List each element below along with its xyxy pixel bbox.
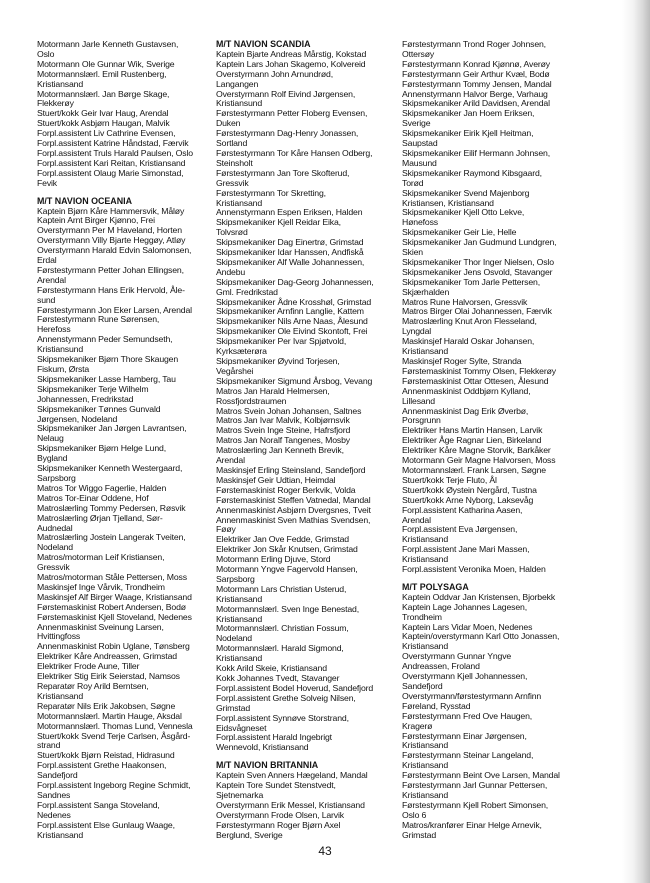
crew-entry-line: Skjærhalden: [402, 286, 450, 297]
crew-entry-line: Skipsmekaniker Alf Walle Johannessen,: [216, 256, 365, 267]
crew-entry-line: Kristiansand: [402, 789, 449, 800]
crew-entry-line: Forpl.assistent Else Gunlaug Waage,: [37, 819, 175, 830]
crew-entry-line: Kaptein Bjørn Kåre Hammersvik, Måløy: [37, 205, 185, 216]
crew-entry-line: Steinsholt: [216, 157, 253, 168]
crew-entry-line: Kokk Johannes Tvedt, Stavanger: [216, 673, 340, 683]
crew-entry-line: Motormannslærl. Frank Larsen, Søgne: [402, 464, 546, 475]
crew-entry-line: Sarpsborg: [216, 573, 255, 584]
crew-entry-line: Maskinsjef Inge Vårvik, Trondheim: [37, 581, 165, 592]
crew-entry-line: Maskinsjef Erling Steinsland, Sandefjord: [216, 464, 366, 475]
crew-entry-line: Kristiansen, Kristiansand: [402, 197, 494, 208]
crew-entry-line: Matros Birger Olai Johannessen, Færvik: [402, 306, 552, 317]
crew-entry-line: Matros Tor-Einar Oddene, Hof: [37, 492, 149, 503]
crew-entry-line: Kaptein Arnt Birger Kjønno, Frei: [37, 215, 155, 226]
crew-entry-line: Elektriker Jan Ove Fedde, Grimstad: [216, 534, 349, 545]
crew-entry-line: Sandefjord: [37, 770, 78, 781]
crew-entry-line: Førstestyrmann Konrad Kjønnø, Averøy: [402, 58, 550, 69]
crew-entry-line: Matros Rune Halvorsen, Gressvik: [402, 296, 528, 307]
crew-entry-line: Forpl.assistent Eva Jørgensen,: [402, 524, 518, 535]
crew-entry-line: Annenstyrmann Halvor Berge, Varhaug: [402, 88, 548, 99]
crew-entry-line: Skipsmekaniker Jan Hoem Eriksen,: [402, 108, 535, 119]
crew-entry-line: Skipsmekaniker Kenneth Westergaard,: [37, 463, 183, 474]
crew-entry-line: Matros/motorman Leif Kristiansen,: [37, 552, 165, 563]
crew-entry-line: Annenmaskinist Asbjørn Dvergsnes, Tveit: [216, 504, 371, 515]
crew-entry-line: Skipsmekaniker Idar Hanssen, Andfiskå: [216, 247, 364, 258]
crew-entry-line: Reparatør Nils Erik Jakobsen, Søgne: [37, 700, 176, 711]
crew-entry-line: Motormannslærl. Jan Børge Skage,: [37, 88, 170, 99]
crew-entry-line: Lillesand: [402, 395, 435, 406]
crew-entry-line: Audnedal: [37, 522, 73, 533]
crew-entry-line: Skien: [402, 247, 423, 258]
crew-entry-line: Motormannslærl. Harald Sigmond,: [216, 643, 344, 654]
crew-entry-line: Skipsmekaniker Terje Wilhelm: [37, 383, 149, 394]
crew-entry-line: Kristiansand: [216, 197, 263, 208]
crew-list-column-1: [37, 40, 225, 841]
crew-entry-line: Matroslærling Tommy Pedersen, Røsvik: [37, 502, 186, 513]
crew-entry-line: Kaptein Lage Johannes Lagesen,: [402, 601, 527, 612]
crew-entry-line: Kristiansand: [37, 78, 84, 89]
crew-entry-line: Elektriker Hans Martin Hansen, Larvik: [402, 425, 543, 436]
crew-entry-line: Stuert/kokk Terje Fluto, Ål: [402, 474, 497, 485]
crew-entry-line: Andebu: [216, 266, 246, 277]
crew-entry-line: Kristiansund: [216, 98, 263, 109]
crew-entry-line: Forpl.assistent Liv Cathrine Evensen,: [37, 128, 176, 139]
crew-entry-line: Annenmaskinist Oddbjørn Kylland,: [402, 385, 531, 396]
crew-entry-line: Førstestyrmann Fred Ove Haugen,: [402, 710, 533, 721]
crew-entry-line: Stuert/kokk Arne Nyborg, Laksevåg: [402, 494, 534, 505]
crew-entry-line: Nelaug: [37, 433, 64, 444]
crew-entry-line: Skipsmekaniker Jens Osvold, Stavanger: [402, 266, 553, 277]
crew-entry-line: Sandnes: [37, 789, 71, 800]
crew-entry-line: Skipsmekaniker Ådne Krosshøl, Grimstad: [216, 296, 372, 307]
crew-entry-line: Matros Jan Ivar Malvik, Kolbjørnsvik: [216, 415, 350, 426]
crew-entry-line: Forpl.assistent Jane Mari Massen,: [402, 544, 530, 555]
crew-entry-line: Elektriker Kåre Magne Storvik, Barkåker: [402, 445, 551, 456]
crew-entry-line: Stuert/kokk Asbjørn Haugan, Malvik: [37, 118, 170, 129]
crew-entry-line: Motormann Geir Magne Halvorsen, Moss: [402, 455, 556, 466]
crew-entry-line: Jørgensen, Nodeland: [37, 413, 118, 424]
crew-entry-line: Overstyrmann Per M Haveland, Horten: [37, 225, 182, 236]
crew-entry-line: Annenmaskinist Sveinung Larsen,: [37, 621, 164, 632]
crew-entry-line: Arendal: [216, 455, 245, 466]
crew-entry-line: Kristiansand: [216, 653, 263, 664]
crew-entry-line: Forpl.assistent Ingeborg Regine Schmidt,: [37, 780, 191, 791]
crew-entry-line: Førstestyrmann Beint Ove Larsen, Mandal: [402, 770, 560, 781]
crew-entry-line: sund: [37, 294, 56, 305]
crew-entry-line: Kaptein Sven Anners Hægeland, Mandal: [216, 770, 368, 781]
crew-entry-line: Forpl.assistent Synnøve Storstrand,: [216, 712, 349, 723]
crew-entry-line: Kristiansand: [402, 534, 449, 545]
crew-entry-line: Forpl.assistent Grethe Haakonsen,: [37, 760, 167, 771]
crew-entry-line: Kristiansand: [402, 740, 449, 751]
crew-entry-line: Andreassen, Froland: [402, 661, 480, 672]
crew-entry-line: Matroslærling Ørjan Tjelland, Sør-: [37, 512, 163, 523]
crew-entry-line: Eidsvågneset: [216, 722, 267, 733]
crew-entry-line: Skipsmekaniker Dag-Georg Johannessen,: [216, 276, 374, 287]
crew-entry-line: Skipsmekaniker Bjørn Thore Skaugen: [37, 354, 179, 365]
crew-entry-line: Førstestyrmann Kjell Robert Simonsen,: [402, 799, 549, 810]
crew-entry-line: Stuert/kokk Øystein Nergård, Tustna: [402, 484, 537, 495]
crew-entry-line: Elektriker Frode Aune, Tiller: [37, 661, 140, 672]
crew-entry-line: Flekkerøy: [37, 98, 74, 109]
crew-entry-line: Kaptein Lars Vidar Moen, Nedenes: [402, 621, 533, 632]
crew-entry-line: Forpl.assistent Grethe Solveig Nilsen,: [216, 692, 356, 703]
crew-entry-line: Oslo: [37, 48, 55, 59]
crew-entry-line: Førstestyrmann Roger Bjørn Axel: [216, 819, 341, 830]
crew-entry-line: Maskinsjef Harald Oskar Johansen,: [402, 336, 535, 347]
crew-entry-line: Overstyrmann Rolf Eivind Jørgensen,: [216, 88, 356, 99]
crew-entry-line: Rossfjordstraumen: [216, 395, 287, 406]
crew-entry-line: Førstemaskinist Robert Andersen, Bodø: [37, 601, 186, 612]
ship-heading: M/T NAVION SCANDIA: [216, 39, 311, 49]
crew-entry-line: Overstyrmann Gunnar Yngve: [402, 651, 512, 662]
crew-entry-line: Føreland, Rysstad: [402, 700, 471, 711]
crew-entry-line: Elektriker Jon Skår Knutsen, Grimstad: [216, 544, 358, 555]
crew-entry-line: Overstyrmann Frode Olsen, Larvik: [216, 809, 344, 820]
crew-entry-line: Matros Jan Harald Helmersen,: [216, 385, 330, 396]
crew-entry-line: Sandefjord: [402, 681, 443, 691]
crew-entry-line: Kristiansund: [37, 344, 84, 355]
crew-entry-line: Annenmaskinist Robin Uglane, Tønsberg: [37, 641, 190, 652]
crew-entry-line: Kaptein Lars Johan Skagemo, Kolvereid: [216, 58, 366, 69]
crew-entry-line: Skipsmekaniker Kjell Otto Lekve,: [402, 207, 525, 218]
crew-entry-line: Matroslærling Knut Aron Flesseland,: [402, 316, 537, 327]
crew-entry-line: Skipsmekaniker Geir Lie, Helle: [402, 227, 517, 238]
crew-entry-line: Skipsmekaniker Sigmund Årsbog, Vevang: [216, 375, 373, 386]
crew-entry-line: Motormann Erling Djuve, Stord: [216, 554, 331, 565]
crew-entry-line: Nedenes: [37, 809, 71, 820]
crew-entry-line: Kristiansand: [402, 346, 449, 357]
crew-entry-line: Stuert/kokk Geir Ivar Haug, Arendal: [37, 108, 169, 119]
crew-entry-line: Kyrksæterøra: [216, 346, 267, 357]
crew-entry-line: Sverige: [402, 118, 431, 129]
crew-entry-line: Førstestyrmann Jon Eker Larsen, Arendal: [37, 304, 192, 315]
crew-entry-line: Forpl.assistent Veronika Moen, Halden: [402, 564, 546, 575]
crew-entry-line: Kristiansand: [216, 613, 263, 624]
crew-entry-line: Skipsmekaniker Nils Arne Naas, Ålesund: [216, 316, 368, 327]
crew-entry-line: Motormannslærl. Sven Inge Benestad,: [216, 603, 359, 614]
crew-entry-line: Skipsmekaniker Ole Eivind Skontoft, Frei: [216, 326, 368, 337]
crew-entry-line: Forpl.assistent Sanga Stoveland,: [37, 799, 160, 810]
crew-entry-line: Førstestyrmann Jan Tore Skofterud,: [216, 167, 350, 178]
crew-entry-line: Overstyrmann John Arnundrød,: [216, 68, 333, 79]
crew-entry-line: Skipsmekaniker Tønnes Gunvald: [37, 403, 161, 414]
crew-entry-line: Reparatør Roy Arild Berntsen,: [37, 681, 149, 691]
crew-entry-line: Overstyrmann Kjell Johannessen,: [402, 671, 528, 682]
crew-entry-line: Annenmaskinist Sven Mathias Svendsen,: [216, 514, 371, 525]
crew-entry-line: Elektriker Åge Ragnar Lien, Birkeland: [402, 435, 542, 446]
crew-entry-line: Kristiansand: [402, 641, 449, 652]
crew-entry-line: Førstemaskinist Ottar Ottesen, Ålesund: [402, 375, 549, 386]
crew-entry-line: Førstestyrmann Jarl Gunnar Pettersen,: [402, 780, 548, 791]
crew-entry-line: Duken: [216, 118, 241, 129]
crew-entry-line: Arendal: [37, 274, 66, 285]
crew-entry-line: Oslo 6: [402, 809, 427, 820]
crew-entry-line: Overstyrmann Harald Edvin Salomonsen,: [37, 245, 192, 256]
crew-entry-line: Førstestyrmann Tor Kåre Hansen Odberg,: [216, 147, 373, 158]
crew-entry-line: Fevik: [37, 177, 58, 188]
crew-entry-line: Overstyrmann/førstestyrmann Arnfinn: [402, 690, 542, 701]
crew-entry-line: Motormann Jarle Kenneth Gustavsen,: [37, 39, 179, 49]
crew-list-column-3: [402, 40, 602, 841]
crew-entry-line: Skipsmekaniker Tom Jarle Pettersen,: [402, 276, 540, 287]
crew-entry-line: Tolvsrød: [216, 227, 248, 238]
crew-entry-line: Føøy: [216, 524, 236, 535]
crew-entry-line: Motormann Lars Christian Usterud,: [216, 583, 347, 594]
crew-entry-line: Porsgrunn: [402, 415, 441, 426]
crew-entry-line: Forpl.assistent Katrine Håndstad, Færvik: [37, 138, 189, 149]
crew-entry-line: Mausund: [402, 157, 437, 168]
crew-entry-line: Skipsmekaniker Svend Majenborg: [402, 187, 530, 198]
crew-entry-line: strand: [37, 740, 61, 751]
crew-entry-line: Førstestyrmann Petter Johan Ellingsen,: [37, 264, 184, 275]
crew-entry-line: Forpl.assistent Katharina Aasen,: [402, 504, 523, 515]
crew-entry-line: Ottersøy: [402, 48, 435, 59]
crew-entry-line: Annenstyrmann Espen Eriksen, Halden: [216, 207, 363, 218]
crew-entry-line: Grimstad: [216, 702, 251, 713]
crew-entry-line: Skipsmekaniker Kjell Reidar Eika,: [216, 217, 341, 228]
crew-entry-line: Skipsmekaniker Dag Einertrø, Grimstad: [216, 237, 364, 248]
crew-entry-line: Motormann Yngve Fagervold Hansen,: [216, 564, 358, 575]
crew-list-column-2: [216, 40, 404, 841]
crew-entry-line: Torød: [402, 177, 424, 188]
crew-entry-line: Førstemaskinist Kjell Stoveland, Nedenes: [37, 611, 192, 622]
crew-entry-line: Gml. Fredrikstad: [216, 286, 278, 297]
crew-entry-line: Kaptein Bjarte Andreas Mårstig, Kokstad: [216, 48, 367, 59]
page-edge-shadow: [622, 0, 650, 883]
crew-entry-line: Skipsmekaniker Eilif Hermann Johnsen,: [402, 147, 550, 158]
crew-entry-line: Nodeland: [216, 633, 252, 644]
crew-entry-line: Hvittingfoss: [37, 631, 81, 642]
crew-entry-line: Nodeland: [37, 542, 73, 553]
crew-entry-line: Maskinsjef Alf Birger Waage, Kristiansand: [37, 591, 192, 602]
crew-entry-line: Førstestyrmann Dag-Henry Jonassen,: [216, 128, 359, 139]
crew-entry-line: Grimstad: [402, 829, 437, 840]
crew-entry-line: Kristiansand: [402, 554, 449, 565]
crew-entry-line: Forpl.assistent Olaug Marie Simonstad,: [37, 167, 184, 178]
crew-entry-line: Matros Svein Johan Johansen, Saltnes: [216, 405, 362, 416]
crew-entry-line: Overstyrmann Erik Messel, Kristiansand: [216, 799, 365, 810]
ship-heading: M/T NAVION OCEANIA: [37, 195, 132, 206]
crew-entry-line: Skipsmekaniker Thor Inger Nielsen, Oslo: [402, 256, 554, 267]
crew-entry-line: Langangen: [216, 78, 259, 89]
crew-entry-line: Skipsmekaniker Eirik Kjell Heitman,: [402, 128, 534, 139]
crew-entry-line: Johannessen, Fredrikstad: [37, 393, 134, 404]
crew-entry-line: Elektriker Kåre Andreassen, Grimstad: [37, 651, 177, 662]
crew-entry-line: Motormannslærl. Christian Fossum,: [216, 623, 349, 634]
crew-entry-line: Fiskum, Ørsta: [37, 364, 90, 374]
crew-entry-line: Matroslærling Jostein Langerak Tveiten,: [37, 532, 186, 543]
ship-heading: M/T POLYSAGA: [402, 581, 469, 592]
page-number: 43: [318, 844, 332, 858]
crew-entry-line: Kristiansand: [37, 690, 84, 701]
crew-entry-line: Annenstyrmann Peder Semundseth,: [37, 334, 173, 345]
crew-entry-line: Førstemaskinist Steffen Vatnedal, Mandal: [216, 494, 371, 505]
crew-entry-line: Sarpsborg: [37, 472, 76, 483]
crew-entry-line: Skipsmekaniker Øyvind Torjesen,: [216, 356, 340, 366]
crew-entry-line: Førstemaskinist Roger Berkvik, Volda: [216, 484, 356, 495]
crew-entry-line: Skipsmekaniker Arild Davidsen, Arendal: [402, 98, 550, 109]
crew-entry-line: Sjetnemarka: [216, 789, 264, 800]
crew-entry-line: Forpl.assistent Kari Reitan, Kristiansand: [37, 157, 186, 168]
crew-entry-line: Overstyrmann Villy Bjarte Heggøy, Atløy: [37, 235, 186, 246]
crew-entry-line: Stuert/kokk Bjørn Reistad, Hidrasund: [37, 750, 175, 761]
crew-entry-line: Skipsmekaniker Raymond Kibsgaard,: [402, 167, 542, 178]
crew-entry-line: Wennevold, Kristiansand: [216, 742, 309, 753]
crew-entry-line: Kokk Arild Skeie, Kristiansand: [216, 663, 327, 674]
crew-entry-line: Matros Svein Inge Steine, Hafrsfjord: [216, 425, 351, 436]
crew-entry-line: Skipsmekaniker Arnfinn Langlie, Kattem: [216, 306, 364, 317]
crew-entry-line: Skipsmekaniker Jan Jørgen Lavrantsen,: [37, 423, 187, 434]
crew-entry-line: Førstemaskinist Tommy Olsen, Flekkerøy: [402, 365, 556, 376]
crew-entry-line: Skipsmekaniker Lasse Hamberg, Tau: [37, 373, 176, 384]
crew-entry-line: Matros Tor Wiggo Fagerlie, Halden: [37, 482, 167, 493]
crew-entry-line: Motormann Ole Gunnar Wik, Sverige: [37, 58, 175, 69]
crew-entry-line: Sortland: [216, 138, 248, 149]
crew-entry-line: Førstestyrmann Steinar Langeland,: [402, 750, 534, 761]
crew-entry-line: Kaptein Tore Sundet Stenstvedt,: [216, 780, 336, 791]
crew-entry-line: Berglund, Sverige: [216, 829, 283, 840]
crew-entry-line: Matroslærling Jan Kenneth Brevik,: [216, 445, 344, 456]
crew-entry-line: Førstestyrmann Trond Roger Johnsen,: [402, 39, 546, 49]
crew-entry-line: Kristiansand: [216, 593, 263, 604]
crew-entry-line: Matros/motorman Ståle Pettersen, Moss: [37, 572, 187, 583]
crew-entry-line: Maskinsjef Geir Udtian, Heimdal: [216, 474, 336, 485]
crew-entry-line: Forpl.assistent Harald Ingebrigt: [216, 732, 332, 743]
crew-entry-line: Forpl.assistent Truls Harald Paulsen, Oslo: [37, 147, 193, 158]
crew-entry-line: Førstestyrmann Tommy Jensen, Mandal: [402, 78, 552, 89]
crew-entry-line: Herefoss: [37, 324, 71, 335]
crew-entry-line: Skipsmekaniker Bjørn Helge Lund,: [37, 443, 166, 454]
crew-entry-line: Bygland: [37, 453, 68, 464]
crew-entry-line: Matros/kranfører Einar Helge Arnevik,: [402, 819, 542, 830]
crew-entry-line: Elektriker Stig Eirik Seierstad, Namsos: [37, 671, 180, 682]
crew-entry-line: Stuert/kokk Svend Terje Carlsen, Åsgård-: [37, 730, 191, 741]
crew-entry-line: Kristiansand: [37, 829, 84, 840]
crew-entry-line: Motormannslærl. Thomas Lund, Vennesla: [37, 720, 193, 731]
crew-entry-line: Gressvik: [37, 562, 70, 573]
crew-entry-line: Saupstad: [402, 138, 438, 149]
crew-entry-line: Førstestyrmann Petter Floberg Evensen,: [216, 108, 368, 119]
crew-entry-line: Annenmaskinist Dag Erik Øverbø,: [402, 405, 529, 416]
crew-entry-line: Kaptein/overstyrmann Karl Otto Jonassen,: [402, 631, 560, 642]
crew-entry-line: Gressvik: [216, 177, 249, 188]
crew-entry-line: Hønefoss: [402, 217, 438, 228]
crew-entry-line: Førstestyrmann Geir Arthur Kvæl, Bodø: [402, 68, 550, 79]
crew-entry-line: Skipsmekaniker Per Ivar Spjøtvold,: [216, 336, 347, 347]
crew-entry-line: Forpl.assistent Bodel Hoverud, Sandefjord: [216, 682, 374, 693]
crew-entry-line: Førstestyrmann Tor Skretting,: [216, 187, 326, 198]
crew-entry-line: Kristiansand: [402, 760, 449, 771]
crew-entry-line: Matros Jan Noralf Tangenes, Mosby: [216, 435, 350, 446]
crew-entry-line: Erdal: [37, 255, 57, 266]
crew-entry-line: Arendal: [402, 514, 431, 525]
crew-entry-line: Trondheim: [402, 611, 442, 622]
crew-entry-line: Kragerø: [402, 720, 433, 731]
crew-entry-line: Førstestyrmann Rune Sørensen,: [37, 314, 160, 325]
crew-entry-line: Kaptein Oddvar Jan Kristensen, Bjorbekk: [402, 591, 556, 602]
crew-entry-line: Motormannslærl. Martin Hauge, Aksdal: [37, 710, 182, 721]
crew-entry-line: Motormannslærl. Emil Rustenberg,: [37, 68, 167, 79]
crew-entry-line: Vegårshei: [216, 365, 254, 376]
ship-heading: M/T NAVION BRITANNIA: [216, 760, 319, 771]
crew-entry-line: Maskinsjef Roger Sylte, Stranda: [402, 356, 522, 366]
crew-entry-line: Førstestyrmann Einar Jørgensen,: [402, 730, 527, 741]
crew-entry-line: Skipsmekaniker Jan Gudmund Lundgren,: [402, 237, 557, 248]
crew-entry-line: Førstestyrmann Hans Erik Hervold, Åle-: [37, 284, 185, 295]
crew-entry-line: Lyngdal: [402, 326, 432, 337]
